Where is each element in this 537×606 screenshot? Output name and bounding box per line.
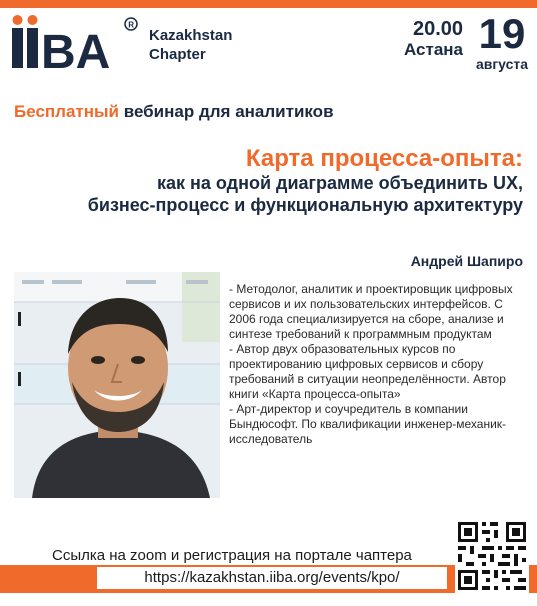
event-day: 19 [478, 10, 526, 57]
svg-text:BA: BA [41, 26, 111, 72]
speaker-photo [14, 272, 220, 498]
webinar-subtitle [14, 102, 334, 122]
bio-item: - Арт-директор и соучредитель в компании Бындюсофт. По квалификации инженер-механик-исследователь [229, 402, 507, 446]
speaker-name: Андрей Шапиро [410, 253, 523, 269]
chapter-line-1: Kazakhstan [149, 27, 233, 44]
top-accent-bar [0, 0, 537, 8]
event-date-block [472, 12, 532, 72]
title-main: Карта процесса-опыта: [245, 145, 523, 172]
chapter-line-2: Chapter [149, 46, 206, 63]
event-city: Астана [404, 40, 464, 59]
bio-item: - Автор двух образовательных курсов по проектированию цифровых сервисов и сбору требований в ситуации неопределённости. Автор книги «Карта процесса-опыта» [229, 342, 506, 401]
registration-cta: Ссылка на zoom и регистрация на портале чаптера [52, 547, 412, 564]
subtitle-accent: Бесплатный [14, 102, 119, 121]
title-line-2: как на одной диаграмме объединить UX, [156, 173, 523, 193]
subtitle-rest: вебинар для аналитиков [119, 102, 334, 121]
registration-link[interactable]: https://kazakhstan.iiba.org/events/kpo/ [97, 567, 447, 589]
bio-item: - Методолог, аналитик и проектировщик цифровых сервисов и их пользовательских интерфейсов. С 2006 года специализируется на сборе, анализе и синтезе требований к программным продуктам [229, 282, 513, 341]
svg-text:R: R [128, 20, 135, 30]
event-month: августа [475, 56, 529, 72]
iiba-logo [10, 14, 142, 72]
chapter-name [149, 26, 232, 64]
qr-code[interactable] [455, 519, 529, 593]
speaker-bio [229, 282, 529, 447]
event-time-block [404, 18, 463, 60]
webinar-title [30, 146, 523, 216]
event-time: 20.00 [412, 18, 464, 40]
title-line-3: бизнес-процесс и функциональную архитектуру [87, 195, 523, 215]
